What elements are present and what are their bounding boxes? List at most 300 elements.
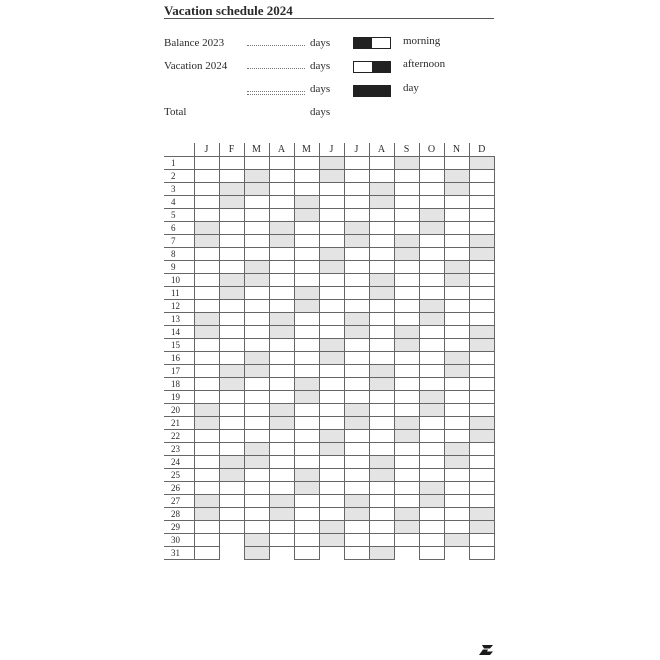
day-cell[interactable]: [269, 287, 294, 300]
day-cell[interactable]: [419, 547, 444, 560]
day-cell[interactable]: [469, 378, 494, 391]
day-cell[interactable]: [319, 417, 344, 430]
day-cell[interactable]: [244, 261, 269, 274]
day-cell[interactable]: [219, 196, 244, 209]
day-cell[interactable]: [219, 313, 244, 326]
day-cell[interactable]: [369, 261, 394, 274]
day-cell[interactable]: [369, 508, 394, 521]
day-cell[interactable]: [369, 521, 394, 534]
day-cell[interactable]: [444, 456, 469, 469]
day-cell[interactable]: [294, 391, 319, 404]
day-cell[interactable]: [444, 196, 469, 209]
day-cell[interactable]: [219, 404, 244, 417]
day-cell[interactable]: [194, 378, 219, 391]
day-cell[interactable]: [244, 469, 269, 482]
day-cell[interactable]: [419, 352, 444, 365]
day-cell[interactable]: [294, 521, 319, 534]
day-cell[interactable]: [394, 261, 419, 274]
day-cell[interactable]: [369, 222, 394, 235]
day-cell[interactable]: [294, 157, 319, 170]
day-cell[interactable]: [294, 365, 319, 378]
day-cell[interactable]: [344, 313, 369, 326]
day-cell[interactable]: [369, 196, 394, 209]
day-cell[interactable]: [469, 547, 494, 560]
subtotal-field[interactable]: [247, 91, 305, 95]
day-cell[interactable]: [469, 313, 494, 326]
day-cell[interactable]: [219, 417, 244, 430]
day-cell[interactable]: [269, 339, 294, 352]
day-cell[interactable]: [269, 196, 294, 209]
day-cell[interactable]: [469, 339, 494, 352]
day-cell[interactable]: [369, 469, 394, 482]
day-cell[interactable]: [319, 378, 344, 391]
day-cell[interactable]: [444, 261, 469, 274]
day-cell[interactable]: [444, 534, 469, 547]
day-cell[interactable]: [244, 495, 269, 508]
day-cell[interactable]: [269, 482, 294, 495]
day-cell[interactable]: [344, 404, 369, 417]
day-cell[interactable]: [344, 521, 369, 534]
day-cell[interactable]: [419, 430, 444, 443]
day-cell[interactable]: [444, 170, 469, 183]
day-cell[interactable]: [319, 352, 344, 365]
day-cell[interactable]: [244, 300, 269, 313]
day-cell[interactable]: [194, 287, 219, 300]
day-cell[interactable]: [319, 404, 344, 417]
day-cell[interactable]: [319, 222, 344, 235]
day-cell[interactable]: [394, 157, 419, 170]
day-cell[interactable]: [369, 430, 394, 443]
day-cell[interactable]: [419, 170, 444, 183]
day-cell[interactable]: [194, 456, 219, 469]
day-cell[interactable]: [344, 365, 369, 378]
day-cell[interactable]: [344, 170, 369, 183]
day-cell[interactable]: [219, 339, 244, 352]
day-cell[interactable]: [394, 235, 419, 248]
day-cell[interactable]: [369, 248, 394, 261]
day-cell[interactable]: [369, 365, 394, 378]
day-cell[interactable]: [194, 430, 219, 443]
day-cell[interactable]: [294, 339, 319, 352]
day-cell[interactable]: [319, 456, 344, 469]
day-cell[interactable]: [469, 170, 494, 183]
day-cell[interactable]: [319, 235, 344, 248]
day-cell[interactable]: [369, 404, 394, 417]
day-cell[interactable]: [369, 313, 394, 326]
day-cell[interactable]: [219, 430, 244, 443]
day-cell[interactable]: [419, 287, 444, 300]
day-cell[interactable]: [294, 417, 319, 430]
day-cell[interactable]: [244, 508, 269, 521]
day-cell[interactable]: [319, 287, 344, 300]
day-cell[interactable]: [194, 417, 219, 430]
day-cell[interactable]: [344, 196, 369, 209]
day-cell[interactable]: [294, 495, 319, 508]
vacation-field[interactable]: [247, 68, 305, 69]
day-cell[interactable]: [369, 287, 394, 300]
day-cell[interactable]: [469, 261, 494, 274]
day-cell[interactable]: [194, 534, 219, 547]
day-cell[interactable]: [244, 430, 269, 443]
day-cell[interactable]: [369, 352, 394, 365]
day-cell[interactable]: [369, 378, 394, 391]
day-cell[interactable]: [219, 222, 244, 235]
day-cell[interactable]: [344, 482, 369, 495]
day-cell[interactable]: [369, 534, 394, 547]
day-cell[interactable]: [194, 209, 219, 222]
day-cell[interactable]: [294, 261, 319, 274]
day-cell[interactable]: [269, 391, 294, 404]
day-cell[interactable]: [469, 183, 494, 196]
day-cell[interactable]: [294, 248, 319, 261]
day-cell[interactable]: [344, 274, 369, 287]
day-cell[interactable]: [444, 248, 469, 261]
day-cell[interactable]: [244, 378, 269, 391]
day-cell[interactable]: [344, 326, 369, 339]
day-cell[interactable]: [269, 222, 294, 235]
day-cell[interactable]: [469, 391, 494, 404]
day-cell[interactable]: [344, 209, 369, 222]
day-cell[interactable]: [344, 157, 369, 170]
day-cell[interactable]: [419, 235, 444, 248]
day-cell[interactable]: [394, 313, 419, 326]
day-cell[interactable]: [444, 326, 469, 339]
day-cell[interactable]: [194, 274, 219, 287]
day-cell[interactable]: [444, 417, 469, 430]
day-cell[interactable]: [269, 157, 294, 170]
day-cell[interactable]: [319, 183, 344, 196]
day-cell[interactable]: [269, 508, 294, 521]
day-cell[interactable]: [194, 300, 219, 313]
day-cell[interactable]: [194, 404, 219, 417]
day-cell[interactable]: [244, 482, 269, 495]
day-cell[interactable]: [469, 456, 494, 469]
day-cell[interactable]: [344, 443, 369, 456]
day-cell[interactable]: [344, 547, 369, 560]
day-cell[interactable]: [419, 183, 444, 196]
day-cell[interactable]: [294, 209, 319, 222]
day-cell[interactable]: [219, 365, 244, 378]
day-cell[interactable]: [394, 534, 419, 547]
day-cell[interactable]: [419, 209, 444, 222]
day-cell[interactable]: [269, 378, 294, 391]
day-cell[interactable]: [244, 365, 269, 378]
day-cell[interactable]: [444, 482, 469, 495]
day-cell[interactable]: [244, 287, 269, 300]
day-cell[interactable]: [194, 183, 219, 196]
day-cell[interactable]: [469, 196, 494, 209]
day-cell[interactable]: [419, 495, 444, 508]
day-cell[interactable]: [444, 274, 469, 287]
day-cell[interactable]: [419, 404, 444, 417]
day-cell[interactable]: [394, 404, 419, 417]
day-cell[interactable]: [269, 521, 294, 534]
day-cell[interactable]: [469, 469, 494, 482]
day-cell[interactable]: [244, 248, 269, 261]
day-cell[interactable]: [444, 287, 469, 300]
day-cell[interactable]: [294, 547, 319, 560]
day-cell[interactable]: [244, 339, 269, 352]
day-cell[interactable]: [294, 378, 319, 391]
day-cell[interactable]: [394, 287, 419, 300]
day-cell[interactable]: [269, 300, 294, 313]
day-cell[interactable]: [444, 339, 469, 352]
day-cell[interactable]: [319, 313, 344, 326]
day-cell[interactable]: [469, 521, 494, 534]
day-cell[interactable]: [319, 248, 344, 261]
day-cell[interactable]: [269, 417, 294, 430]
day-cell[interactable]: [419, 157, 444, 170]
day-cell[interactable]: [294, 300, 319, 313]
day-cell[interactable]: [344, 248, 369, 261]
day-cell[interactable]: [244, 534, 269, 547]
day-cell[interactable]: [294, 482, 319, 495]
day-cell[interactable]: [369, 183, 394, 196]
day-cell[interactable]: [394, 482, 419, 495]
day-cell[interactable]: [469, 404, 494, 417]
day-cell[interactable]: [194, 313, 219, 326]
day-cell[interactable]: [419, 196, 444, 209]
day-cell[interactable]: [369, 547, 394, 560]
day-cell[interactable]: [269, 495, 294, 508]
day-cell[interactable]: [294, 287, 319, 300]
day-cell[interactable]: [444, 300, 469, 313]
day-cell[interactable]: [344, 261, 369, 274]
day-cell[interactable]: [219, 157, 244, 170]
day-cell[interactable]: [294, 196, 319, 209]
day-cell[interactable]: [319, 326, 344, 339]
day-cell[interactable]: [419, 482, 444, 495]
day-cell[interactable]: [444, 313, 469, 326]
day-cell[interactable]: [469, 430, 494, 443]
day-cell[interactable]: [294, 456, 319, 469]
day-cell[interactable]: [244, 274, 269, 287]
day-cell[interactable]: [419, 326, 444, 339]
day-cell[interactable]: [319, 430, 344, 443]
day-cell[interactable]: [444, 352, 469, 365]
day-cell[interactable]: [269, 365, 294, 378]
day-cell[interactable]: [244, 326, 269, 339]
day-cell[interactable]: [419, 365, 444, 378]
day-cell[interactable]: [294, 469, 319, 482]
day-cell[interactable]: [344, 287, 369, 300]
day-cell[interactable]: [244, 313, 269, 326]
day-cell[interactable]: [244, 170, 269, 183]
day-cell[interactable]: [344, 222, 369, 235]
day-cell[interactable]: [194, 508, 219, 521]
day-cell[interactable]: [319, 274, 344, 287]
day-cell[interactable]: [344, 456, 369, 469]
day-cell[interactable]: [394, 183, 419, 196]
day-cell[interactable]: [244, 456, 269, 469]
day-cell[interactable]: [419, 248, 444, 261]
day-cell[interactable]: [469, 248, 494, 261]
day-cell[interactable]: [244, 352, 269, 365]
day-cell[interactable]: [319, 196, 344, 209]
day-cell[interactable]: [344, 469, 369, 482]
day-cell[interactable]: [419, 313, 444, 326]
day-cell[interactable]: [444, 235, 469, 248]
day-cell[interactable]: [319, 521, 344, 534]
day-cell[interactable]: [394, 196, 419, 209]
day-cell[interactable]: [269, 326, 294, 339]
day-cell[interactable]: [394, 300, 419, 313]
day-cell[interactable]: [244, 235, 269, 248]
day-cell[interactable]: [294, 430, 319, 443]
day-cell[interactable]: [394, 365, 419, 378]
day-cell[interactable]: [369, 300, 394, 313]
day-cell[interactable]: [219, 495, 244, 508]
day-cell[interactable]: [394, 326, 419, 339]
day-cell[interactable]: [369, 443, 394, 456]
day-cell[interactable]: [294, 443, 319, 456]
day-cell[interactable]: [244, 391, 269, 404]
day-cell[interactable]: [344, 378, 369, 391]
day-cell[interactable]: [294, 508, 319, 521]
day-cell[interactable]: [269, 313, 294, 326]
day-cell[interactable]: [369, 482, 394, 495]
day-cell[interactable]: [469, 352, 494, 365]
day-cell[interactable]: [344, 352, 369, 365]
day-cell[interactable]: [269, 456, 294, 469]
day-cell[interactable]: [369, 170, 394, 183]
day-cell[interactable]: [394, 469, 419, 482]
day-cell[interactable]: [244, 521, 269, 534]
day-cell[interactable]: [194, 391, 219, 404]
day-cell[interactable]: [444, 157, 469, 170]
day-cell[interactable]: [219, 469, 244, 482]
day-cell[interactable]: [319, 469, 344, 482]
day-cell[interactable]: [269, 443, 294, 456]
day-cell[interactable]: [194, 521, 219, 534]
day-cell[interactable]: [219, 456, 244, 469]
day-cell[interactable]: [394, 456, 419, 469]
day-cell[interactable]: [419, 534, 444, 547]
day-cell[interactable]: [269, 352, 294, 365]
day-cell[interactable]: [344, 495, 369, 508]
day-cell[interactable]: [219, 170, 244, 183]
day-cell[interactable]: [269, 248, 294, 261]
day-cell[interactable]: [319, 339, 344, 352]
day-cell[interactable]: [244, 222, 269, 235]
day-cell[interactable]: [344, 339, 369, 352]
day-cell[interactable]: [444, 495, 469, 508]
day-cell[interactable]: [244, 547, 269, 560]
day-cell[interactable]: [269, 235, 294, 248]
day-cell[interactable]: [244, 209, 269, 222]
day-cell[interactable]: [419, 456, 444, 469]
day-cell[interactable]: [294, 274, 319, 287]
day-cell[interactable]: [369, 209, 394, 222]
day-cell[interactable]: [469, 157, 494, 170]
day-cell[interactable]: [444, 521, 469, 534]
day-cell[interactable]: [344, 183, 369, 196]
day-cell[interactable]: [394, 417, 419, 430]
day-cell[interactable]: [394, 521, 419, 534]
day-cell[interactable]: [469, 235, 494, 248]
day-cell[interactable]: [444, 365, 469, 378]
day-cell[interactable]: [419, 417, 444, 430]
day-cell[interactable]: [369, 495, 394, 508]
day-cell[interactable]: [394, 495, 419, 508]
day-cell[interactable]: [344, 508, 369, 521]
day-cell[interactable]: [219, 300, 244, 313]
day-cell[interactable]: [369, 417, 394, 430]
day-cell[interactable]: [444, 443, 469, 456]
day-cell[interactable]: [319, 534, 344, 547]
day-cell[interactable]: [269, 534, 294, 547]
day-cell[interactable]: [394, 430, 419, 443]
day-cell[interactable]: [269, 261, 294, 274]
day-cell[interactable]: [444, 378, 469, 391]
day-cell[interactable]: [194, 170, 219, 183]
day-cell[interactable]: [419, 300, 444, 313]
day-cell[interactable]: [344, 300, 369, 313]
day-cell[interactable]: [194, 547, 219, 560]
day-cell[interactable]: [444, 183, 469, 196]
day-cell[interactable]: [244, 417, 269, 430]
day-cell[interactable]: [194, 157, 219, 170]
day-cell[interactable]: [369, 391, 394, 404]
day-cell[interactable]: [269, 183, 294, 196]
day-cell[interactable]: [219, 274, 244, 287]
day-cell[interactable]: [394, 222, 419, 235]
day-cell[interactable]: [294, 352, 319, 365]
day-cell[interactable]: [244, 157, 269, 170]
day-cell[interactable]: [469, 222, 494, 235]
day-cell[interactable]: [269, 274, 294, 287]
day-cell[interactable]: [444, 430, 469, 443]
day-cell[interactable]: [219, 482, 244, 495]
day-cell[interactable]: [344, 235, 369, 248]
day-cell[interactable]: [294, 326, 319, 339]
day-cell[interactable]: [319, 508, 344, 521]
day-cell[interactable]: [244, 183, 269, 196]
day-cell[interactable]: [444, 391, 469, 404]
day-cell[interactable]: [469, 443, 494, 456]
day-cell[interactable]: [194, 222, 219, 235]
day-cell[interactable]: [244, 443, 269, 456]
day-cell[interactable]: [419, 261, 444, 274]
day-cell[interactable]: [319, 300, 344, 313]
day-cell[interactable]: [444, 469, 469, 482]
day-cell[interactable]: [419, 339, 444, 352]
day-cell[interactable]: [269, 430, 294, 443]
day-cell[interactable]: [294, 534, 319, 547]
day-cell[interactable]: [469, 365, 494, 378]
day-cell[interactable]: [219, 508, 244, 521]
day-cell[interactable]: [419, 222, 444, 235]
day-cell[interactable]: [344, 391, 369, 404]
day-cell[interactable]: [444, 508, 469, 521]
day-cell[interactable]: [369, 456, 394, 469]
day-cell[interactable]: [469, 209, 494, 222]
day-cell[interactable]: [444, 222, 469, 235]
day-cell[interactable]: [319, 261, 344, 274]
day-cell[interactable]: [419, 469, 444, 482]
day-cell[interactable]: [294, 170, 319, 183]
day-cell[interactable]: [419, 391, 444, 404]
day-cell[interactable]: [419, 508, 444, 521]
day-cell[interactable]: [269, 209, 294, 222]
day-cell[interactable]: [369, 157, 394, 170]
day-cell[interactable]: [394, 248, 419, 261]
day-cell[interactable]: [469, 417, 494, 430]
day-cell[interactable]: [319, 495, 344, 508]
day-cell[interactable]: [219, 352, 244, 365]
day-cell[interactable]: [219, 209, 244, 222]
day-cell[interactable]: [369, 235, 394, 248]
